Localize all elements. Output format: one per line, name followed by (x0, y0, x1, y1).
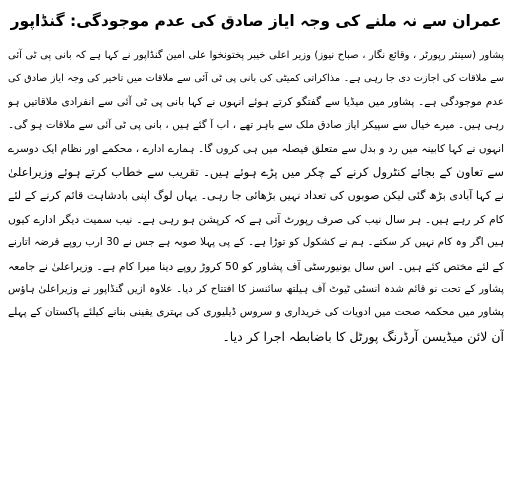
article-line: سے ملاقات کی اجازت دی جا رہی ہے۔ مذاکراتی کمیٹی کی بانی پی ٹی آئی سے ملاقات میں تاخیر کی وجہ ایاز صادق کی (8, 73, 504, 85)
article-line: رہی ہیں۔ میرے خیال سے سپیکر ایاز صادق ملک سے باہر تھے ، اب آ گئے ہیں ، بانی پی ٹی آئی سے ملاقات ہو گی۔ (8, 119, 504, 132)
article-line: ہیں اگر وہ کام نہیں کر سکتے۔ ہم نے کشکول کو توڑا ہے۔ کے پی پہلا صوبہ ہے جس نے 30 ارب روپے قرضہ اتارنے (8, 236, 504, 249)
article-headline: عمران سے نہ ملنے کی وجہ ایاز صادق کی عدم موجودگی: گنڈاپور (10, 12, 502, 30)
article-line: انہوں نے کہا کابینہ میں رد و بدل سے متعلق فیصلہ میں ہی کروں گا۔ ہمارے ادارے ، محکمے اور نظام ایک دوسرے (8, 142, 504, 155)
article-line: نے کہا آبادی بڑھ گئی لیکن صوبوں کی تعداد نہیں بڑھائی جا رہی۔ یہاں لوگ اپنی بادشاہت قائم کرنے کے لئے (8, 189, 504, 203)
article-line: پشاور کے تحت نو قائم شدہ انسٹی ٹیوٹ آف ہیلتھ سائنسز کا افتتاح کر دیا۔ علاوہ ازیں گنڈاپور نے وزیراعلیٰ ہاؤس (8, 282, 504, 295)
article-line: کام کر رہے ہیں۔ ہر سال نیب کی صرف رپورٹ آتی ہے کہ کرپشن ہو رہی ہے۔ نیب سمیت دیگر ادارے کیوں (8, 212, 504, 226)
article-line: پشاور میں محکمہ صحت میں ادویات کی خریداری و سروس ڈیلیوری کی بہتری یقینی بنانے کیلئے پاکستان کے پہلے (8, 306, 504, 319)
article-line: پشاور (سینئر رپورٹر ، وقائع نگار ، صباح نیوز) وزیر اعلی خیبر پختونخوا علی امین گنڈاپور نے کہا ہے کہ بانی پی ٹی آئی (8, 50, 504, 61)
article-line: کے لئے مختص کئے ہیں۔ اس سال یونیورسٹی آف پشاور کو 50 کروڑ روپے دینا میرا کام ہے۔ وزیراعلیٰ نے جامعہ (8, 259, 504, 273)
article-body (8, 44, 504, 348)
article-line: سے تعاون کے بجائے کنٹرول کرنے کے چکر میں پڑے ہوئے ہیں۔ تقریب سے خطاب کرتے ہوئے وزیراعلیٰ (8, 164, 504, 179)
article-line: آن لائن میڈیسن آرڈرنگ پورٹل کا باضابطہ اجرا کر دیا۔ (222, 328, 504, 344)
article-line: عدم موجودگی ہے۔ پشاور میں میڈیا سے گفتگو کرتے ہوئے انہوں نے کہا بانی پی ٹی آئی سے انفرادی ملاقاتیں ہو (8, 95, 504, 108)
